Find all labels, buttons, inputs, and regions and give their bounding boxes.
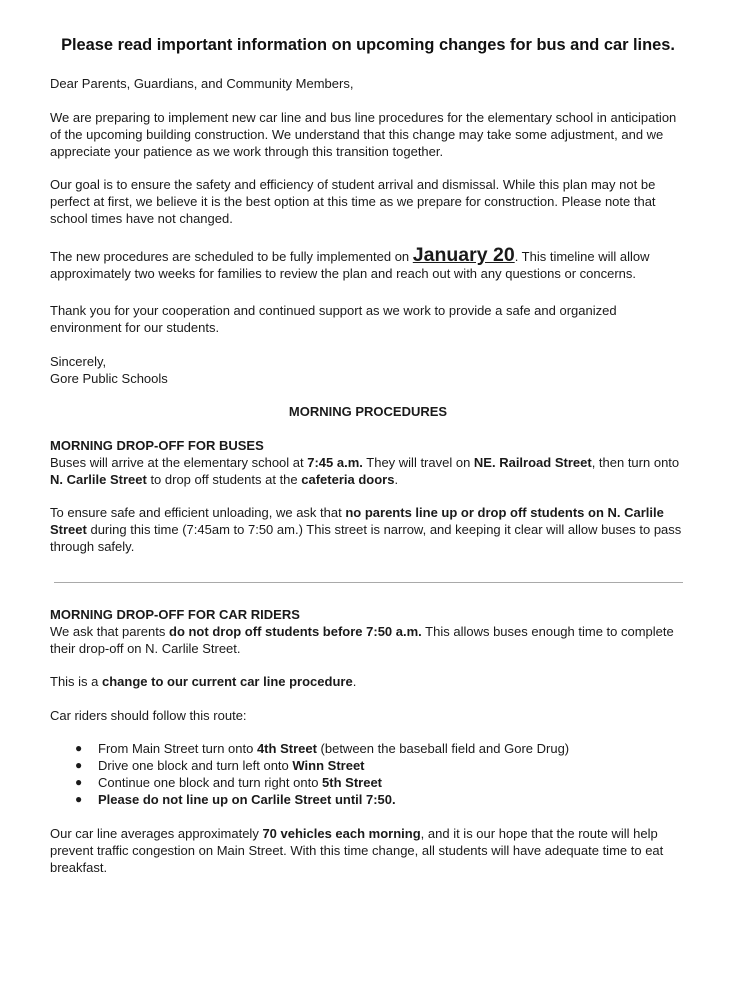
buses-text: , then turn onto <box>591 455 680 470</box>
bullet-icon: ● <box>75 758 83 772</box>
summary-text: , and it is our hope that the route will help prevent traffic congestion on Main Street. With this time change, all students will have adequate time to eat breakfast. <box>50 826 664 875</box>
railroad-street: NE. Railroad Street <box>473 455 592 470</box>
unloading-text: during this time (7:45am to 7:50 am.) This street is narrow, and keeping it clear will allow buses to pass through safely. <box>50 522 682 554</box>
change-text: . <box>352 674 357 689</box>
buses-heading: MORNING DROP-OFF FOR BUSES <box>50 438 264 453</box>
buses-text: to drop off students at the <box>146 472 302 487</box>
car-text: This allows buses enough time to complete their drop-off on N. Carlile Street. <box>50 624 674 656</box>
greeting: Dear Parents, Guardians, and Community Members, <box>50 76 354 91</box>
thanks-paragraph: Thank you for your cooperation and continued support as we work to provide a safe and organized environment for our students. <box>50 303 617 335</box>
route-step <box>50 791 690 808</box>
buses-text: They will travel on <box>362 455 474 470</box>
vehicle-count: 70 vehicles each morning <box>262 826 421 841</box>
buses-unloading-paragraph <box>50 504 690 555</box>
car-text: We ask that parents <box>50 624 169 639</box>
unloading-text: To ensure safe and efficient unloading, we ask that <box>50 505 346 520</box>
change-text: This is a <box>50 674 103 689</box>
route-street: 4th Street <box>256 741 317 756</box>
bullet-icon: ● <box>75 792 83 806</box>
buses-arrival-time: 7:45 a.m. <box>307 455 363 470</box>
cafeteria-doors: cafeteria doors <box>301 472 395 487</box>
implementation-date: January 20 <box>412 244 515 266</box>
car-riders-paragraph <box>50 623 690 657</box>
bullet-icon: ● <box>75 775 83 789</box>
change-emphasis: change to our current car line procedure <box>102 674 353 689</box>
route-street: 5th Street <box>322 775 383 790</box>
buses-text: Buses will arrive at the elementary school at <box>50 455 308 470</box>
change-paragraph <box>50 673 690 690</box>
route-step-text: From Main Street turn onto <box>98 741 257 756</box>
route-step-text: Drive one block and turn left onto <box>98 758 293 773</box>
route-list <box>50 740 690 808</box>
route-intro: Car riders should follow this route: <box>50 708 247 723</box>
car-riders-heading: MORNING DROP-OFF FOR CAR RIDERS <box>50 607 300 622</box>
drop-off-time-warning: do not drop off students before 7:50 a.m. <box>169 624 422 639</box>
timeline-text-after: . This timeline will allow approximately two weeks for families to review the plan and reach out with any questions or concerns. <box>50 249 650 281</box>
buses-text: . <box>394 472 399 487</box>
route-street: Winn Street <box>292 758 365 773</box>
car-line-summary <box>50 825 690 876</box>
section-divider <box>54 582 683 583</box>
timeline-paragraph <box>50 244 690 282</box>
page-title: Please read important information on upcoming changes for bus and car lines. <box>61 36 675 54</box>
signature: Gore Public Schools <box>50 371 168 386</box>
route-step-note: (between the baseball field and Gore Drug) <box>316 741 570 756</box>
goal-paragraph: Our goal is to ensure the safety and efficiency of student arrival and dismissal. While this plan may not be perfect at first, we believe it is the best option at this time as we prepare for construction. Please note that school times have not changed. <box>50 177 656 226</box>
intro-paragraph: We are preparing to implement new car line and bus line procedures for the elementary school in anticipation of the upcoming building construction. We understand that this change may take some adjustment, and we appreciate your patience as we work through this transition together. <box>50 110 677 159</box>
route-warning: Please do not line up on Carlile Street until 7:50. <box>98 792 396 807</box>
carlile-street: N. Carlile Street <box>50 472 147 487</box>
morning-procedures-heading: MORNING PROCEDURES <box>288 404 448 419</box>
route-step <box>50 774 690 791</box>
bullet-icon: ● <box>75 741 83 755</box>
summary-text: Our car line averages approximately <box>50 826 263 841</box>
timeline-text-before: The new procedures are scheduled to be fully implemented on <box>50 249 413 264</box>
closing: Sincerely, <box>50 354 107 369</box>
route-step-text: Continue one block and turn right onto <box>98 775 323 790</box>
no-parents-warning: no parents line up or drop off students on N. Carlile Street <box>50 505 664 537</box>
route-step <box>50 757 690 774</box>
route-step <box>50 740 690 757</box>
buses-paragraph <box>50 454 690 488</box>
